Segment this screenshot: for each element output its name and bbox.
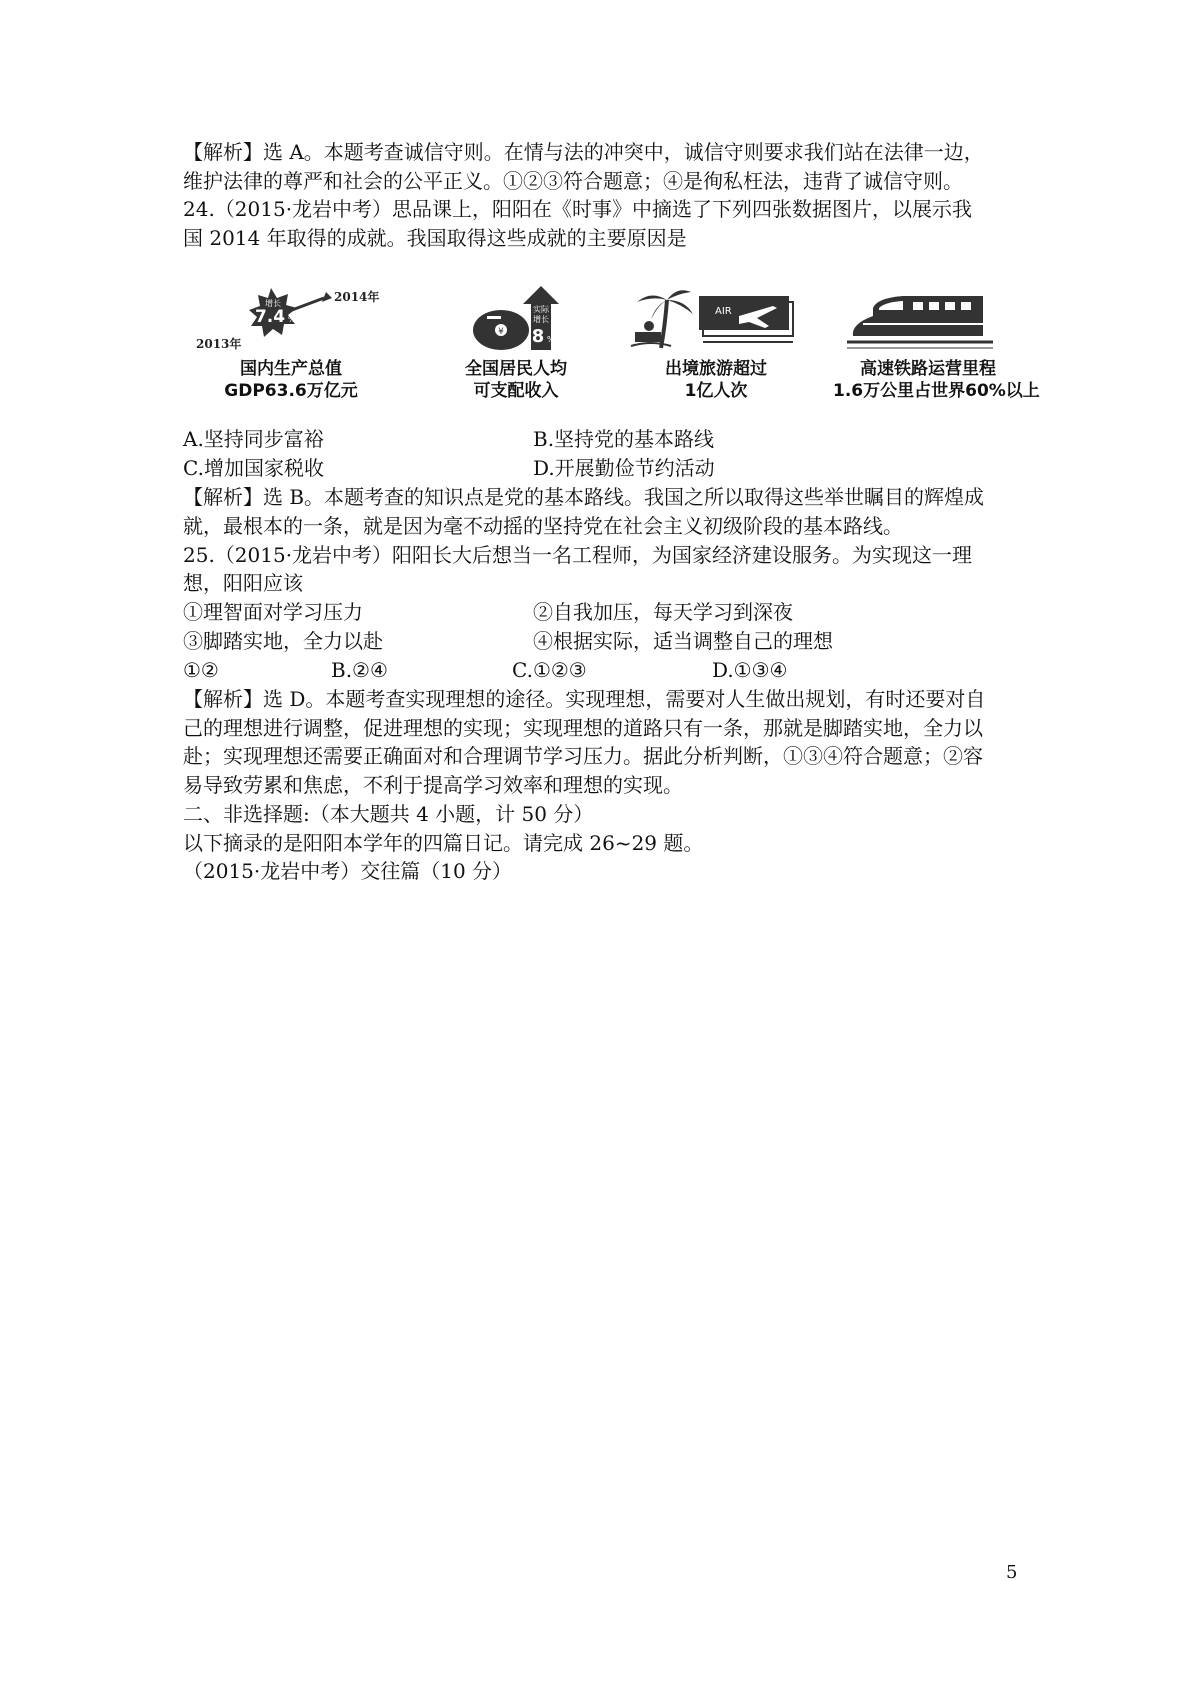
growth-arrow-icon: [196, 286, 386, 352]
piggy-bank-icon: [421, 286, 611, 352]
q25-option-b: B.②④: [331, 658, 388, 682]
q25-option-d: D.①③④: [712, 658, 788, 682]
figure-tourism: [621, 286, 811, 402]
gdp-year-to: 2014年: [334, 290, 380, 304]
q25-statement-4: ④根据实际，适当调整自己的理想: [533, 629, 833, 653]
gdp-badge-top: 增长: [265, 299, 281, 308]
income-caption-line1: 全国居民人均: [465, 359, 567, 379]
analysis-q25-line2: 己的理想进行调整，促进理想的实现；实现理想的道路只有一条，那就是脚踏实地，全力以: [183, 716, 983, 740]
question-25-line1: 25.（2015·龙岩中考）阳阳长大后想当一名工程师，为国家经济建设服务。为实现这一理: [183, 543, 973, 567]
income-badge-unit: %: [547, 335, 555, 344]
diary-section-title: （2015·龙岩中考）交往篇（10 分）: [183, 859, 513, 883]
analysis-q25-line1: 【解析】选 D。本题考查实现理想的途径。实现理想，需要对人生做出规划，有时还要对自: [183, 687, 986, 711]
gdp-caption-line1: 国内生产总值: [240, 359, 342, 379]
analysis-q23-line2: 维护法律的尊严和社会的公平正义。①②③符合题意；④是徇私枉法，违背了诚信守则。: [183, 169, 963, 193]
tourism-caption-line2: 1亿人次: [684, 381, 748, 401]
figure-income: [421, 286, 611, 402]
q24-option-d: D.开展勤俭节约活动: [533, 456, 715, 480]
q25-statement-3: ③脚踏实地，全力以赴: [183, 629, 383, 653]
gdp-year-from: 2013年: [196, 337, 242, 351]
analysis-q24-line1: 【解析】选 B。本题考查的知识点是党的基本路线。我国之所以取得这些举世瞩目的辉煌成: [183, 485, 985, 509]
q24-option-b: B.坚持党的基本路线: [533, 427, 715, 451]
analysis-q24-line2: 就，最根本的一条，就是因为毫不动摇的坚持党在社会主义初级阶段的基本路线。: [183, 514, 903, 538]
question-24-line2: 国 2014 年取得的成就。我国取得这些成就的主要原因是: [183, 226, 687, 250]
gdp-caption-line2: GDP63.6万亿元: [224, 381, 358, 401]
gdp-badge-unit: %: [288, 315, 296, 324]
income-badge-value: 8: [531, 326, 545, 347]
svg-text:¥: ¥: [498, 327, 504, 337]
income-caption-line2: 可支配收入: [473, 381, 559, 401]
q25-statement-2: ②自我加压，每天学习到深夜: [533, 600, 793, 624]
q25-option-a: ①②: [183, 658, 219, 682]
analysis-q25-line4: 易导致劳累和焦虑，不利于提高学习效率和理想的实现。: [183, 773, 683, 797]
diary-intro-line: 以下摘录的是阳阳本学年的四篇日记。请完成 26~29 题。: [183, 831, 704, 855]
income-badge-mid: 增长: [533, 315, 549, 324]
figure-rail: [833, 286, 1040, 402]
rail-caption-line2: 1.6万公里占世界60%以上: [833, 381, 1040, 401]
question-25-line2: 想，阳阳应该: [183, 571, 303, 595]
page-number: 5: [1006, 1562, 1018, 1583]
question-24-line1: 24.（2015·龙岩中考）思品课上，阳阳在《时事》中摘选了下列四张数据图片，以展示我: [183, 197, 973, 221]
q24-option-a: A.坚持同步富裕: [183, 427, 324, 451]
tourism-caption-line1: 出境旅游超过: [665, 359, 767, 379]
gdp-badge-value: 7.4: [254, 307, 286, 327]
income-badge-top: 实际: [533, 305, 549, 314]
section-heading-non-choice: 二、非选择题:（本大题共 4 小题，计 50 分）: [183, 802, 594, 826]
q24-option-c: C.增加国家税收: [183, 456, 324, 480]
travel-icon: [621, 286, 811, 352]
analysis-q23-line1: 【解析】选 A。本题考查诚信守则。在情与法的冲突中，诚信守则要求我们站在法律一边，: [183, 140, 984, 164]
rail-caption-line1: 高速铁路运营里程: [860, 359, 996, 379]
high-speed-train-icon: [833, 286, 1023, 352]
tourism-ticket-label: AIR: [715, 306, 732, 317]
analysis-q25-line3: 赴；实现理想还需要正确面对和合理调节学习压力。据此分析判断，①③④符合题意；②容: [183, 744, 983, 768]
figure-gdp: [196, 286, 386, 402]
q25-statement-1: ①理智面对学习压力: [183, 600, 363, 624]
q25-option-c: C.①②③: [512, 658, 587, 682]
